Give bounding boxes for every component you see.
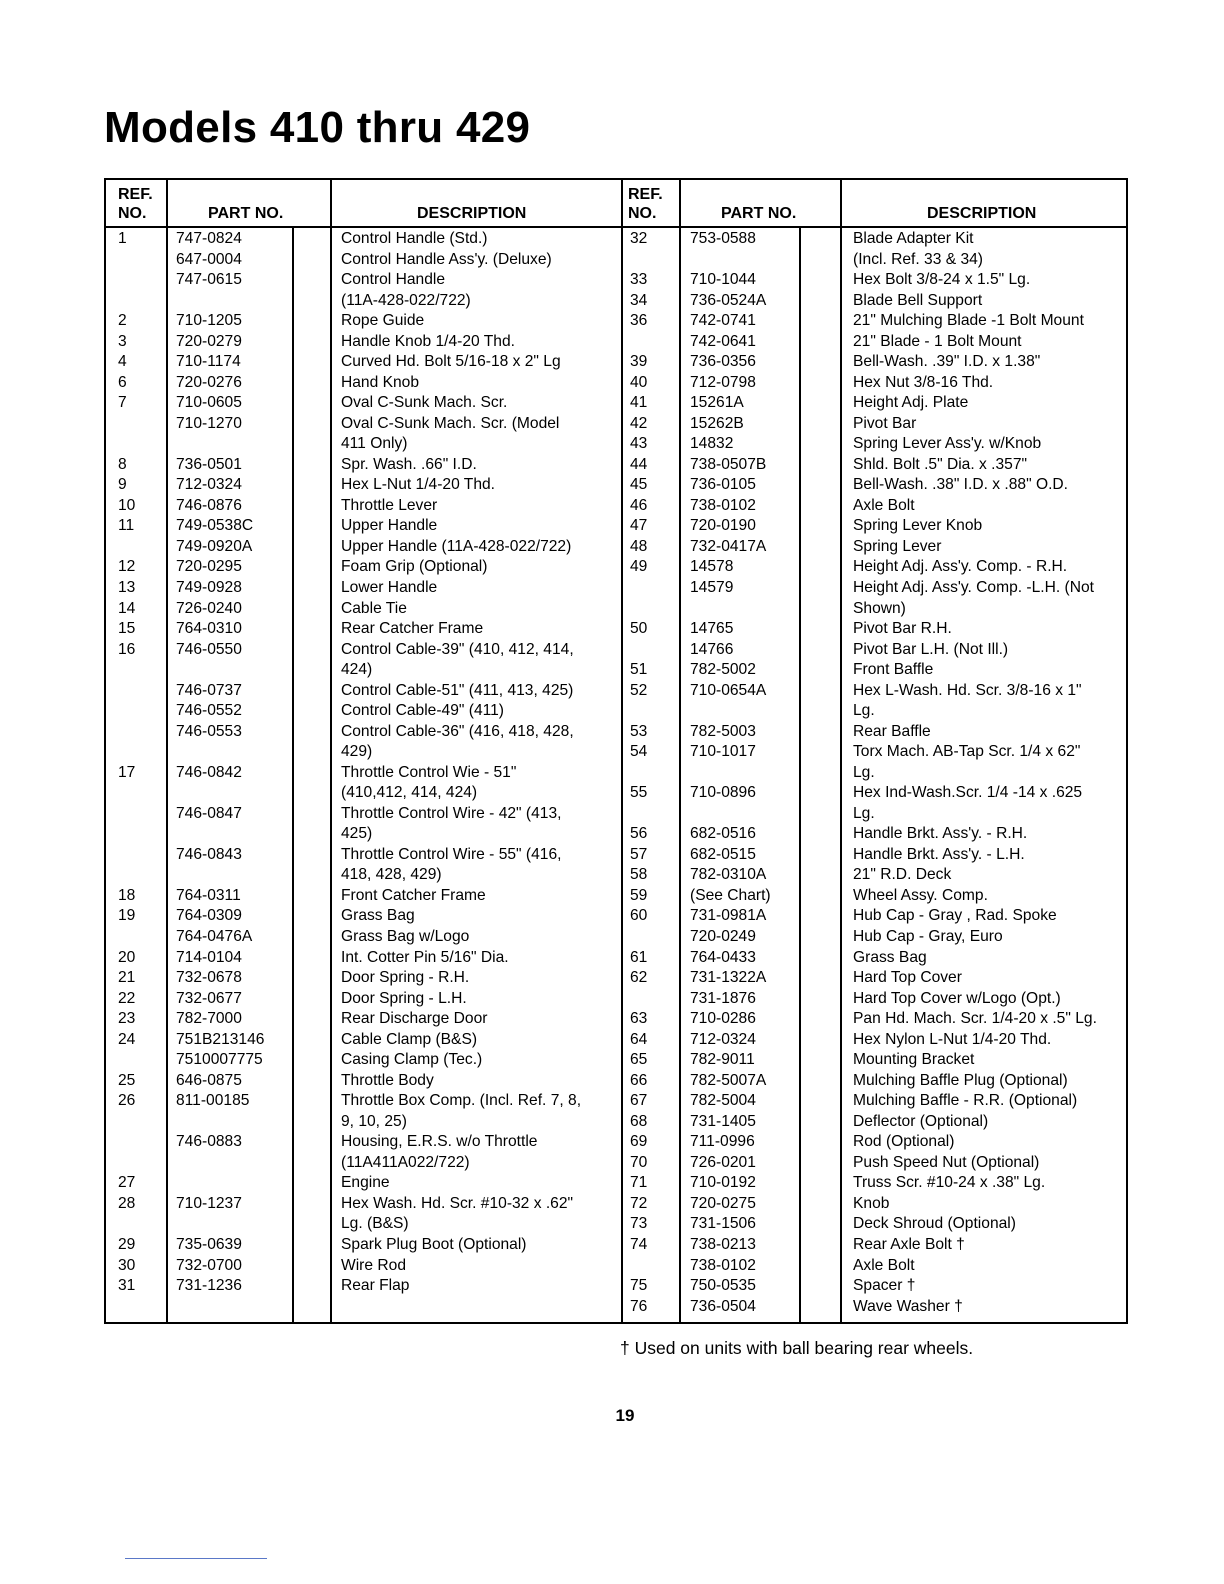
part-number-cell: 746-0847 [176, 804, 242, 822]
description-cell: Height Adj. Ass'y. Comp. - R.H. [853, 558, 1068, 576]
part-number-cell: 764-0310 [176, 620, 242, 638]
part-number-cell: 732-0677 [176, 989, 242, 1007]
part-number-cell: 7510007775 [176, 1051, 263, 1069]
header-ref-label: NO. [628, 205, 657, 222]
description-cell: Casing Clamp (Tec.) [341, 1051, 483, 1069]
description-cell: Upper Handle [341, 517, 438, 535]
description-cell: Control Cable-49" (411) [341, 702, 504, 720]
description-cell: Cable Clamp (B&S) [341, 1030, 478, 1048]
description-cell: Pivot Bar [853, 414, 917, 432]
description-cell: Engine [341, 1174, 390, 1192]
ref-cell: 62 [630, 969, 648, 987]
ref-cell: 18 [118, 886, 136, 904]
description-cell: Mulching Baffle Plug (Optional) [853, 1071, 1068, 1089]
part-number-cell: 746-0883 [176, 1133, 242, 1151]
ref-cell: 6 [118, 373, 127, 391]
description-cell: Handle Brkt. Ass'y. - L.H. [853, 845, 1025, 863]
ref-cell: 43 [630, 435, 648, 453]
description-cell: Throttle Control Wie - 51" [341, 763, 517, 781]
description-cell: Shld. Bolt .5" Dia. x .357" [853, 455, 1028, 473]
description-cell: Wave Washer † [853, 1297, 963, 1315]
ref-cell: 44 [630, 455, 648, 473]
ref-cell: 71 [630, 1174, 648, 1192]
description-cell: Grass Bag w/Logo [341, 928, 470, 946]
description-cell: Spring Lever Ass'y. w/Knob [853, 435, 1042, 453]
ref-cell: 13 [118, 579, 136, 596]
column-rule [679, 180, 681, 1322]
description-cell: Control Handle [341, 271, 446, 289]
description-cell: Knob [853, 1194, 890, 1212]
description-cell: Hex Nut 3/8-16 Thd. [853, 373, 994, 391]
ref-cell: 25 [118, 1071, 136, 1089]
description-cell: Foam Grip (Optional) [341, 558, 488, 576]
part-number-cell: 731-1322A [690, 969, 767, 987]
part-number-cell: 710-0605 [176, 394, 242, 412]
ref-cell: 26 [118, 1092, 136, 1110]
ref-cell: 75 [630, 1277, 648, 1295]
description-cell: 21" Blade - 1 Bolt Mount [853, 332, 1022, 350]
part-number-cell: 738-0507B [690, 455, 767, 473]
description-cell: Control Cable-36" (416, 418, 428, [341, 722, 574, 740]
part-number-cell: 732-0700 [176, 1256, 242, 1274]
part-number-cell: 14579 [690, 579, 734, 596]
part-number-cell: 14766 [690, 640, 734, 658]
ref-cell: 53 [630, 722, 648, 740]
description-cell: Hex Nylon L-Nut 1/4-20 Thd. [853, 1030, 1052, 1048]
ref-cell: 49 [630, 558, 648, 576]
description-cell: Lg. [853, 804, 875, 822]
ref-cell: 68 [630, 1112, 648, 1130]
description-cell: Pivot Bar R.H. [853, 620, 952, 638]
column-rule [166, 180, 168, 1322]
ref-cell: 33 [630, 271, 648, 289]
description-cell: Mounting Bracket [853, 1051, 975, 1069]
ref-cell: 31 [118, 1277, 136, 1295]
ref-cell: 61 [630, 948, 648, 966]
description-cell: Throttle Box Comp. (Incl. Ref. 7, 8, [341, 1092, 582, 1110]
part-number-cell: 15262B [690, 414, 744, 432]
part-number-cell: 746-0842 [176, 763, 242, 781]
page-title: Models 410 thru 429 [104, 103, 531, 152]
part-number-cell: 764-0311 [176, 886, 241, 904]
part-number-cell: 682-0515 [690, 845, 756, 863]
ref-cell: 55 [630, 784, 648, 802]
part-number-cell: 782-5004 [690, 1092, 756, 1110]
ref-cell: 52 [630, 681, 648, 699]
part-number-cell: 731-0981A [690, 907, 767, 925]
part-number-cell: 764-0476A [176, 928, 253, 946]
part-number-cell: 710-0896 [690, 784, 756, 802]
ref-cell: 34 [630, 291, 648, 309]
part-number-cell: 731-1236 [176, 1277, 242, 1295]
part-number-cell: 742-0741 [690, 312, 756, 330]
part-number-cell: 749-0928 [176, 579, 242, 596]
description-cell: Grass Bag [341, 907, 415, 925]
description-cell: Shown) [853, 599, 906, 617]
part-number-cell: 710-0654A [690, 681, 767, 699]
part-number-cell: 682-0516 [690, 825, 756, 843]
part-number-cell: 742-0641 [690, 332, 756, 350]
footnote: † Used on units with ball bearing rear wheels. [620, 1338, 974, 1358]
description-cell: Blade Bell Support [853, 291, 983, 309]
ref-cell: 47 [630, 517, 648, 535]
part-number-cell: 710-1205 [176, 312, 242, 330]
description-cell: Spacer † [853, 1277, 916, 1295]
scan-mark-line [125, 1558, 267, 1559]
ref-cell: 11 [118, 517, 135, 535]
part-number-cell: 782-5002 [690, 661, 756, 679]
page-number: 19 [615, 1406, 635, 1425]
part-number-cell: 746-0843 [176, 845, 242, 863]
description-cell: Wire Rod [341, 1256, 406, 1274]
description-cell: 429) [341, 743, 373, 761]
description-cell: Deck Shroud (Optional) [853, 1215, 1016, 1233]
description-cell: Bell-Wash. .39" I.D. x 1.38" [853, 353, 1041, 371]
description-cell: 21" Mulching Blade -1 Bolt Mount [853, 312, 1084, 330]
description-cell: Rear Discharge Door [341, 1010, 488, 1028]
parts-table [104, 178, 1128, 1324]
ref-cell: 22 [118, 989, 136, 1007]
description-cell: Rear Flap [341, 1277, 410, 1295]
part-number-cell: 753-0588 [690, 230, 756, 247]
ref-cell: 72 [630, 1194, 648, 1212]
ref-cell: 1 [118, 230, 127, 247]
ref-cell: 15 [118, 620, 136, 638]
part-number-cell: 736-0524A [690, 291, 767, 309]
ref-cell: 7 [118, 394, 127, 412]
part-number-cell: 720-0249 [690, 928, 756, 946]
description-cell: Pan Hd. Mach. Scr. 1/4-20 x .5" Lg. [853, 1010, 1097, 1028]
part-number-cell: 712-0798 [690, 373, 756, 391]
header-part-no: PART NO. [208, 205, 284, 222]
description-cell: Hard Top Cover w/Logo (Opt.) [853, 989, 1061, 1007]
description-cell: Hub Cap - Gray , Rad. Spoke [853, 907, 1057, 925]
part-number-cell: 746-0552 [176, 702, 242, 720]
part-number-cell: 710-1237 [176, 1194, 242, 1212]
part-number-cell: 711-0996 [690, 1133, 755, 1151]
description-cell: Hex Wash. Hd. Scr. #10-32 x .62" [341, 1194, 574, 1212]
header-part-no: PART NO. [721, 205, 797, 222]
part-number-cell: 751B213146 [176, 1030, 265, 1048]
description-cell: Wheel Assy. Comp. [853, 886, 988, 904]
description-cell: Rear Axle Bolt † [853, 1235, 965, 1253]
description-cell: Spring Lever [853, 537, 942, 555]
ref-cell: 59 [630, 886, 648, 904]
description-cell: Throttle Lever [341, 496, 438, 514]
description-cell: Grass Bag [853, 948, 927, 966]
description-cell: Rod (Optional) [853, 1133, 955, 1151]
part-number-cell: 782-9011 [690, 1051, 755, 1069]
part-number-cell: 731-1876 [690, 989, 756, 1007]
part-number-cell: 710-1174 [176, 353, 241, 371]
description-cell: Hex L-Wash. Hd. Scr. 3/8-16 x 1" [853, 681, 1082, 699]
description-cell: Control Cable-39" (410, 412, 414, [341, 640, 574, 658]
description-cell: Rope Guide [341, 312, 425, 330]
description-cell: 411 Only) [341, 435, 408, 453]
ref-cell: 27 [118, 1174, 136, 1192]
part-number-cell: 646-0875 [176, 1071, 242, 1089]
part-number-cell: 736-0501 [176, 455, 242, 473]
part-number-cell: 720-0276 [176, 373, 242, 391]
part-number-cell: 747-0615 [176, 271, 242, 289]
ref-cell: 51 [630, 661, 648, 679]
description-cell: Axle Bolt [853, 1256, 915, 1274]
ref-cell: 46 [630, 496, 648, 514]
description-cell: (11A-428-022/722) [341, 291, 471, 309]
ref-cell: 17 [118, 763, 136, 781]
ref-cell: 2 [118, 312, 127, 330]
description-cell: Hand Knob [341, 373, 420, 391]
description-cell: (410,412, 414, 424) [341, 784, 478, 802]
description-cell: Lg. [853, 702, 875, 720]
ref-cell: 19 [118, 907, 136, 925]
ref-cell: 54 [630, 743, 648, 761]
part-number-cell: 710-1017 [690, 743, 756, 761]
description-cell: Front Catcher Frame [341, 886, 486, 904]
part-number-cell: 720-0295 [176, 558, 242, 576]
description-cell: Housing, E.R.S. w/o Throttle [341, 1133, 538, 1151]
part-number-cell: 712-0324 [176, 476, 242, 494]
part-number-cell: 811-00185 [176, 1092, 250, 1110]
ref-cell: 50 [630, 620, 648, 638]
part-number-cell: 14578 [690, 558, 734, 576]
description-cell: Lower Handle [341, 579, 438, 596]
ref-cell: 67 [630, 1092, 648, 1110]
description-cell: Handle Knob 1/4-20 Thd. [341, 332, 515, 350]
ref-cell: 45 [630, 476, 648, 494]
description-cell: Blade Adapter Kit [853, 230, 974, 247]
part-number-cell: 749-0920A [176, 537, 253, 555]
ref-cell: 10 [118, 496, 136, 514]
part-number-cell: 736-0504 [690, 1297, 756, 1315]
ref-cell: 29 [118, 1235, 136, 1253]
header-rule [106, 226, 1126, 228]
part-number-cell: 746-0876 [176, 496, 242, 514]
ref-cell: 14 [118, 599, 136, 617]
ref-cell: 20 [118, 948, 136, 966]
ref-cell: 48 [630, 537, 648, 555]
ref-cell: 76 [630, 1297, 648, 1315]
description-cell: Control Handle Ass'y. (Deluxe) [341, 250, 552, 268]
description-cell: 21" R.D. Deck [853, 866, 952, 884]
description-cell: Axle Bolt [853, 496, 915, 514]
part-number-cell: 746-0553 [176, 722, 242, 740]
description-cell: Push Speed Nut (Optional) [853, 1153, 1040, 1171]
part-number-cell: 710-1044 [690, 271, 756, 289]
description-cell: Hub Cap - Gray, Euro [853, 928, 1003, 946]
description-cell: Rear Baffle [853, 722, 931, 740]
description-cell: Handle Brkt. Ass'y. - R.H. [853, 825, 1028, 843]
ref-cell: 3 [118, 332, 127, 350]
part-number-cell: 750-0535 [690, 1277, 756, 1295]
column-rule [840, 180, 842, 1322]
header-ref-label: REF. [118, 186, 153, 203]
description-cell: Deflector (Optional) [853, 1112, 989, 1130]
ref-cell: 30 [118, 1256, 136, 1274]
part-number-cell: 764-0309 [176, 907, 242, 925]
ref-cell: 63 [630, 1010, 648, 1028]
ref-cell: 41 [630, 394, 648, 412]
description-cell: Control Cable-51" (411, 413, 425) [341, 681, 574, 699]
description-cell: Hard Top Cover [853, 969, 962, 987]
ref-cell: 73 [630, 1215, 648, 1233]
ref-cell: 64 [630, 1030, 648, 1048]
description-cell: Control Handle (Std.) [341, 230, 488, 247]
part-number-cell: 764-0433 [690, 948, 756, 966]
part-number-cell: 736-0105 [690, 476, 756, 494]
part-number-cell: 746-0737 [176, 681, 242, 699]
ref-cell: 65 [630, 1051, 648, 1069]
part-number-cell: 15261A [690, 394, 744, 412]
part-number-cell: 738-0102 [690, 496, 756, 514]
part-number-cell: 714-0104 [176, 948, 242, 966]
ref-cell: 66 [630, 1071, 648, 1089]
description-cell: Throttle Control Wire - 55" (416, [341, 845, 562, 863]
ref-cell: 36 [630, 312, 648, 330]
header-description: DESCRIPTION [927, 205, 1037, 222]
part-number-cell: 710-0286 [690, 1010, 756, 1028]
description-cell: Oval C-Sunk Mach. Scr. [341, 394, 508, 412]
description-cell: (Incl. Ref. 33 & 34) [853, 250, 984, 268]
description-cell: Hex L-Nut 1/4-20 Thd. [341, 476, 495, 494]
description-cell: Cable Tie [341, 599, 407, 617]
description-cell: Torx Mach. AB-Tap Scr. 1/4 x 62" [853, 743, 1081, 761]
description-cell: Mulching Baffle - R.R. (Optional) [853, 1092, 1078, 1110]
ref-cell: 16 [118, 640, 136, 658]
part-number-cell: 720-0190 [690, 517, 756, 535]
part-number-cell: 14832 [690, 435, 734, 453]
column-rule [330, 180, 332, 1322]
ref-cell: 8 [118, 455, 127, 473]
part-number-cell: 720-0279 [176, 332, 242, 350]
ref-cell: 23 [118, 1010, 136, 1028]
part-number-cell: 14765 [690, 620, 734, 638]
description-cell: 425) [341, 825, 373, 843]
ref-cell: 24 [118, 1030, 136, 1048]
part-number-cell: (See Chart) [690, 886, 771, 904]
header-description: DESCRIPTION [417, 205, 527, 222]
description-cell: 424) [341, 661, 373, 679]
description-cell: Rear Catcher Frame [341, 620, 484, 638]
description-cell: Lg. [853, 763, 875, 781]
ref-cell: 21 [118, 969, 136, 987]
description-cell: Front Baffle [853, 661, 934, 679]
description-cell: Spring Lever Knob [853, 517, 983, 535]
description-cell: Pivot Bar L.H. (Not Ill.) [853, 640, 1009, 658]
part-number-cell: 731-1506 [690, 1215, 756, 1233]
ref-cell: 70 [630, 1153, 648, 1171]
ref-cell: 40 [630, 373, 648, 391]
ref-cell: 69 [630, 1133, 648, 1151]
part-number-cell: 782-5003 [690, 722, 756, 740]
ref-cell: 4 [118, 353, 127, 371]
part-number-cell: 732-0678 [176, 969, 242, 987]
part-number-cell: 738-0213 [690, 1235, 756, 1253]
part-number-cell: 726-0201 [690, 1153, 756, 1171]
ref-cell: 58 [630, 866, 648, 884]
description-cell: Lg. (B&S) [341, 1215, 409, 1233]
description-cell: Height Adj. Ass'y. Comp. -L.H. (Not [853, 579, 1095, 596]
ref-cell: 60 [630, 907, 648, 925]
description-cell: Oval C-Sunk Mach. Scr. (Model [341, 414, 560, 432]
part-number-cell: 735-0639 [176, 1235, 242, 1253]
description-cell: Bell-Wash. .38" I.D. x .88" O.D. [853, 476, 1069, 494]
description-cell: Curved Hd. Bolt 5/16-18 x 2" Lg [341, 353, 561, 371]
header-ref-label: REF. [628, 186, 663, 203]
part-number-cell: 647-0004 [176, 250, 242, 268]
column-rule [621, 180, 623, 1322]
part-number-cell: 710-1270 [176, 414, 242, 432]
description-cell: Spark Plug Boot (Optional) [341, 1235, 527, 1253]
description-cell: 418, 428, 429) [341, 866, 442, 884]
ref-cell: 42 [630, 414, 648, 432]
header-ref-label: NO. [118, 205, 147, 222]
part-number-cell: 736-0356 [690, 353, 756, 371]
description-cell: Door Spring - L.H. [341, 989, 467, 1007]
part-number-cell: 710-0192 [690, 1174, 756, 1192]
ref-cell: 39 [630, 353, 648, 371]
ref-cell: 9 [118, 476, 127, 494]
part-number-cell: 712-0324 [690, 1030, 756, 1048]
ref-cell: 56 [630, 825, 648, 843]
part-number-cell: 738-0102 [690, 1256, 756, 1274]
description-cell: Truss Scr. #10-24 x .38" Lg. [853, 1174, 1046, 1192]
part-number-cell: 731-1405 [690, 1112, 756, 1130]
column-rule [799, 226, 801, 1322]
part-number-cell: 732-0417A [690, 537, 767, 555]
description-cell: Spr. Wash. .66" I.D. [341, 455, 477, 473]
description-cell: Hex Bolt 3/8-24 x 1.5" Lg. [853, 271, 1031, 289]
description-cell: Door Spring - R.H. [341, 969, 470, 987]
part-number-cell: 720-0275 [690, 1194, 756, 1212]
part-number-cell: 782-0310A [690, 866, 767, 884]
description-cell: Int. Cotter Pin 5/16" Dia. [341, 948, 509, 966]
part-number-cell: 782-5007A [690, 1071, 767, 1089]
description-cell: 9, 10, 25) [341, 1112, 407, 1130]
ref-cell: 32 [630, 230, 648, 247]
description-cell: Throttle Body [341, 1071, 434, 1089]
ref-cell: 74 [630, 1235, 648, 1253]
part-number-cell: 782-7000 [176, 1010, 242, 1028]
ref-cell: 12 [118, 558, 136, 576]
part-number-cell: 749-0538C [176, 517, 254, 535]
ref-cell: 57 [630, 845, 648, 863]
description-cell: Height Adj. Plate [853, 394, 969, 412]
description-cell: Hex Ind-Wash.Scr. 1/4 -14 x .625 [853, 784, 1083, 802]
description-cell: (11A411A022/722) [341, 1153, 470, 1171]
part-number-cell: 746-0550 [176, 640, 242, 658]
part-number-cell: 726-0240 [176, 599, 242, 617]
description-cell: Throttle Control Wire - 42" (413, [341, 804, 562, 822]
part-number-cell: 747-0824 [176, 230, 242, 247]
ref-cell: 28 [118, 1194, 136, 1212]
description-cell: Upper Handle (11A-428-022/722) [341, 537, 572, 555]
column-rule [292, 226, 294, 1322]
